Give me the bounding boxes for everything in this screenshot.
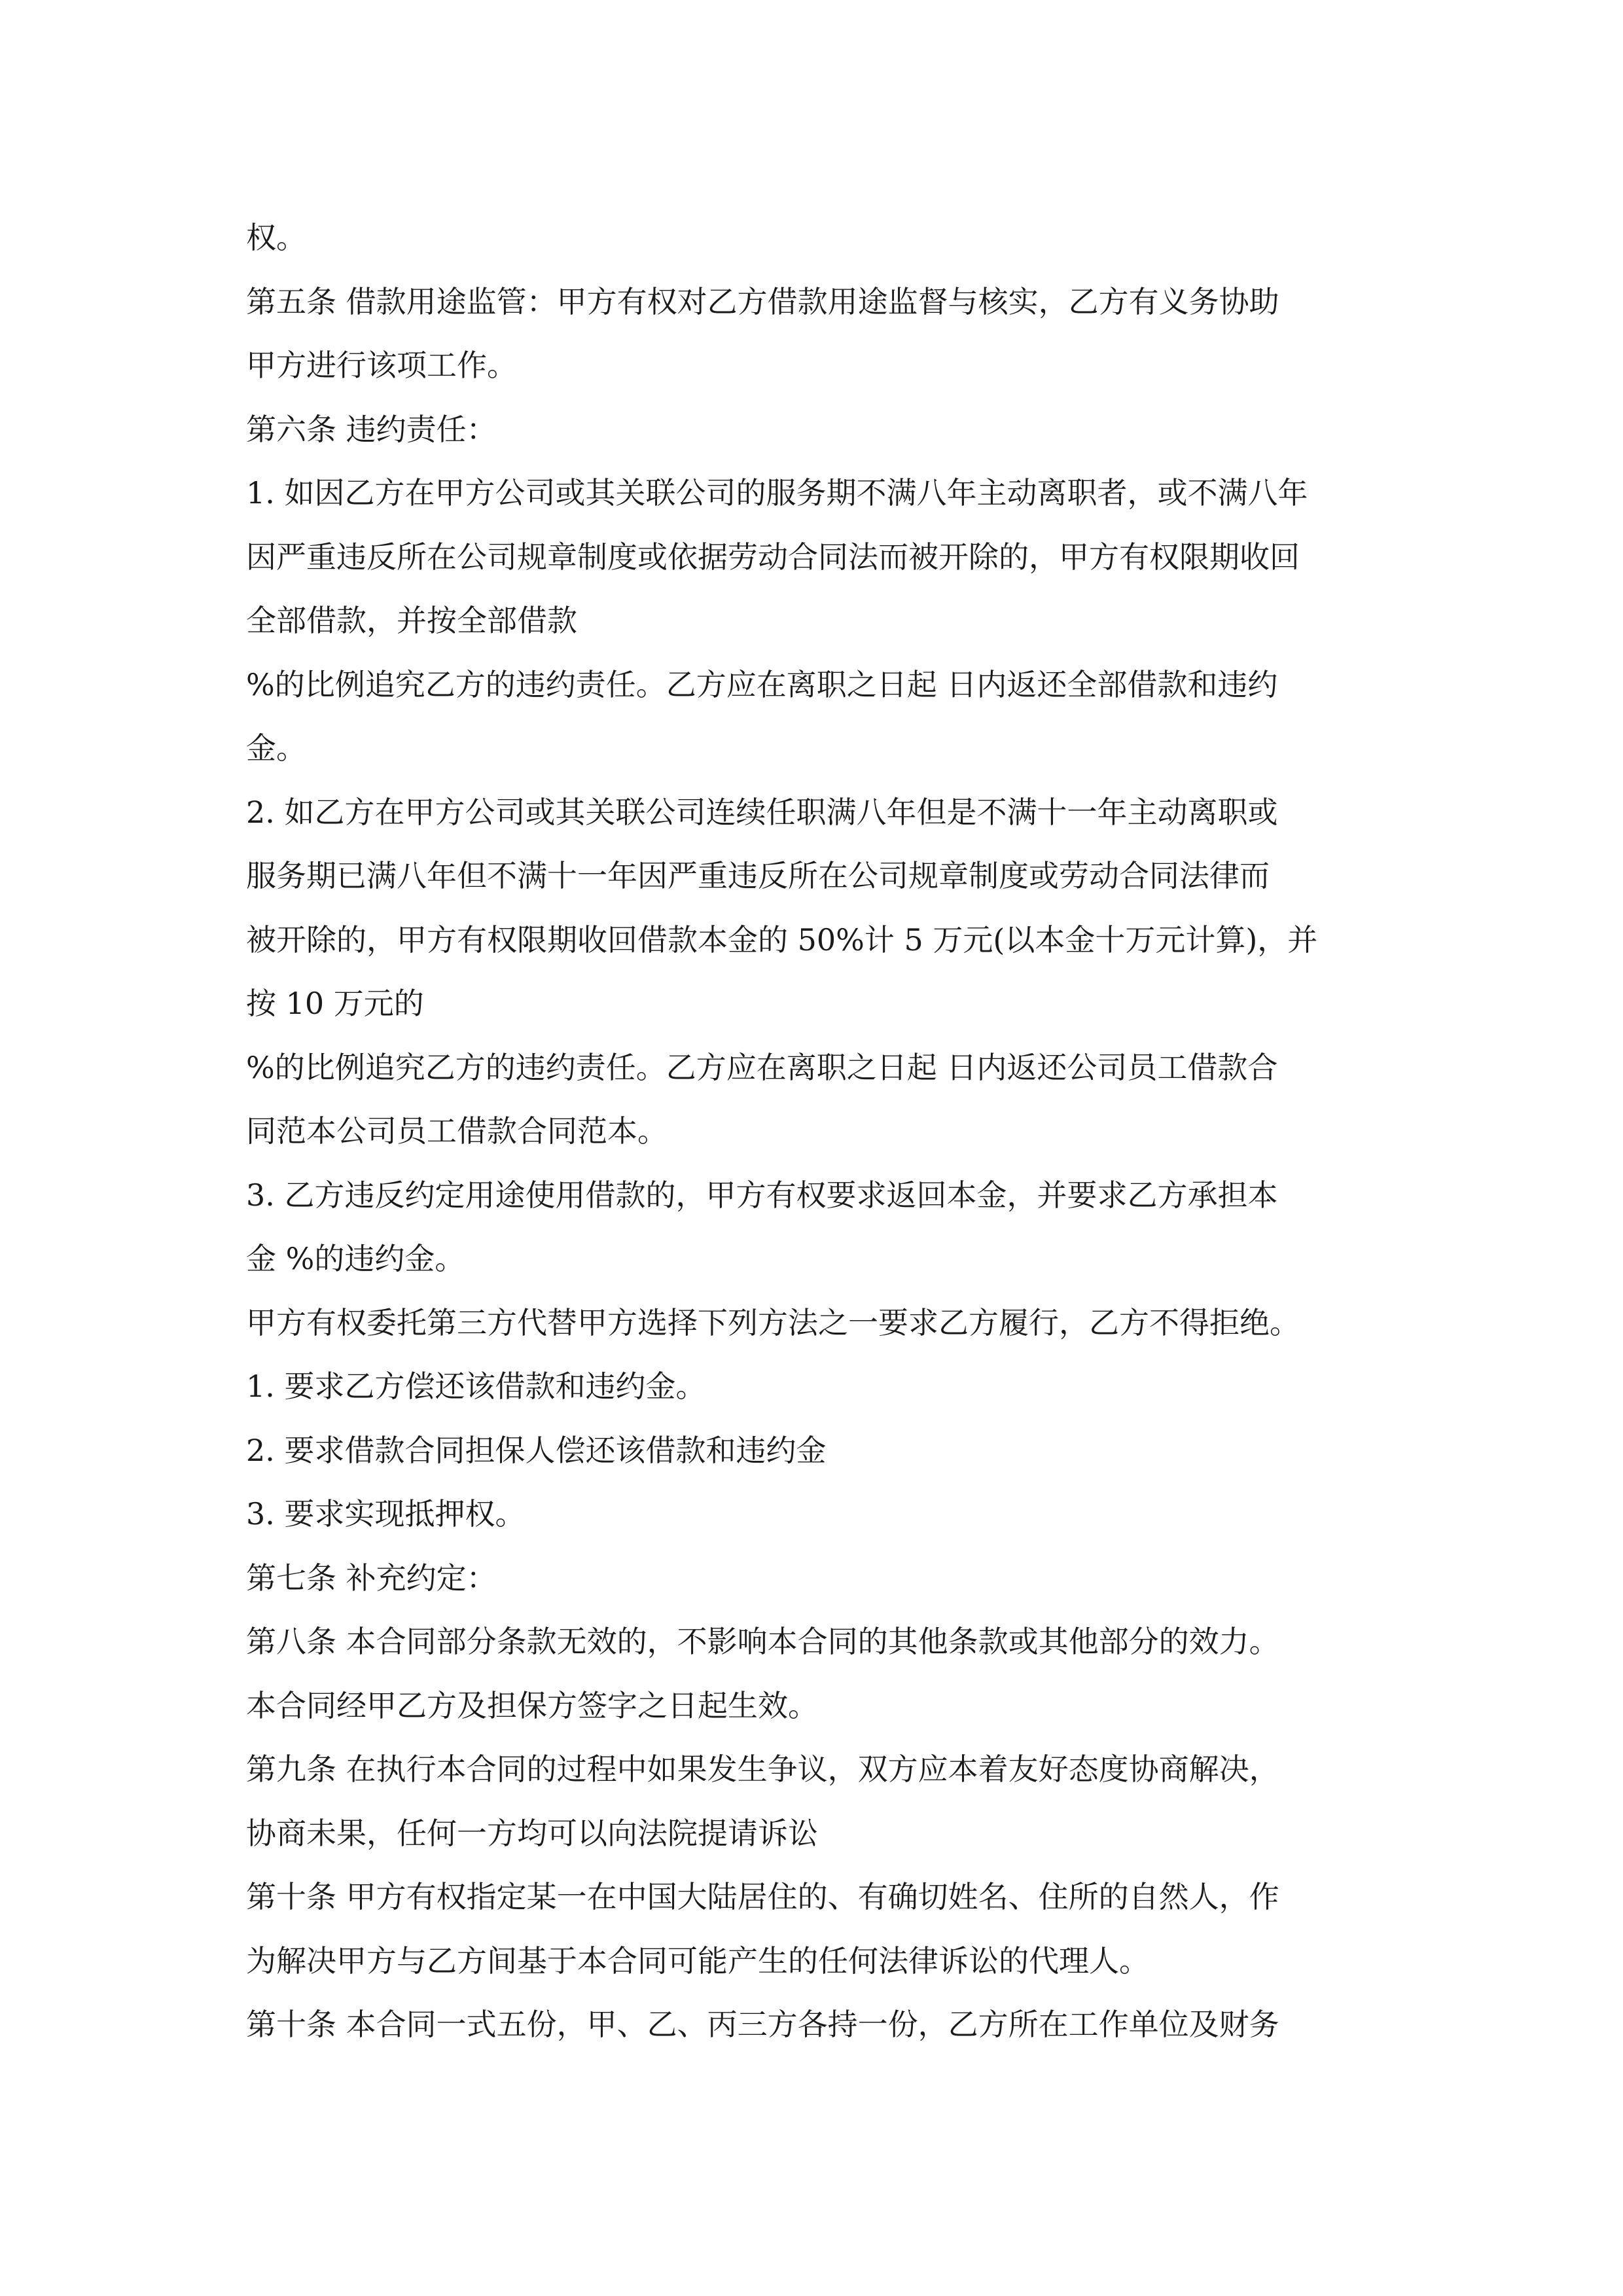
text-line: 3. 要求实现抵押权。 [246, 1496, 526, 1532]
text-line: 2. 如乙方在甲方公司或其关联公司连续任职满八年但是不满十一年主动离职或 [246, 794, 1278, 830]
contract-text-body [246, 206, 1385, 2057]
text-line: 第七条 补充约定： [246, 1560, 497, 1596]
text-line: 第九条 在执行本合同的过程中如果发生争议，双方应本着友好态度协商解决， [246, 1751, 1279, 1787]
text-line: 全部借款，并按全部借款 [246, 603, 577, 638]
text-line: 权。 [246, 220, 306, 255]
text-line: 金 %的违约金。 [246, 1241, 465, 1276]
text-line: 甲方有权委托第三方代替甲方选择下列方法之一要求乙方履行，乙方不得拒绝。 [246, 1304, 1300, 1340]
text-line: 甲方进行该项工作。 [246, 348, 517, 383]
text-line: 1. 如因乙方在甲方公司或其关联公司的服务期不满八年主动离职者，或不满八年 [246, 475, 1308, 511]
text-line: 第五条 借款用途监管：甲方有权对乙方借款用途监督与核实，乙方有义务协助 [246, 283, 1279, 319]
text-line: 2. 要求借款合同担保人偿还该借款和违约金 [246, 1432, 827, 1468]
text-line: 同范本公司员工借款合同范本。 [246, 1113, 668, 1149]
text-line: 金。 [246, 730, 306, 766]
text-line: 1. 要求乙方偿还该借款和违约金。 [246, 1369, 706, 1404]
text-line: 被开除的，甲方有权限期收回借款本金的 50%计 5 万元(以本金十万元计算)，并 [246, 922, 1318, 958]
text-line: 3. 乙方违反约定用途使用借款的，甲方有权要求返回本金，并要求乙方承担本 [246, 1177, 1278, 1213]
text-line: 第八条 本合同部分条款无效的，不影响本合同的其他条款或其他部分的效力。 [246, 1624, 1279, 1659]
text-line: 协商未果，任何一方均可以向法院提请诉讼 [246, 1815, 818, 1851]
text-line: 第六条 违约责任： [246, 411, 497, 447]
text-line: 为解决甲方与乙方间基于本合同可能产生的任何法律诉讼的代理人。 [246, 1943, 1149, 1979]
text-line: 第十条 本合同一式五份，甲、乙、丙三方各持一份，乙方所在工作单位及财务 [246, 2007, 1279, 2042]
text-line: %的比例追究乙方的违约责任。乙方应在离职之日起 日内返还全部借款和违约 [246, 666, 1278, 702]
text-line: %的比例追究乙方的违约责任。乙方应在离职之日起 日内返还公司员工借款合 [246, 1049, 1278, 1085]
text-line: 按 10 万元的 [246, 986, 424, 1021]
text-line: 本合同经甲乙方及担保方签字之日起生效。 [246, 1687, 818, 1723]
text-line: 第十条 甲方有权指定某一在中国大陆居住的、有确切姓名、住所的自然人，作 [246, 1879, 1279, 1914]
text-line: 服务期已满八年但不满十一年因严重违反所在公司规章制度或劳动合同法律而 [246, 858, 1270, 893]
text-line: 因严重违反所在公司规章制度或依据劳动合同法而被开除的，甲方有权限期收回 [246, 539, 1300, 575]
